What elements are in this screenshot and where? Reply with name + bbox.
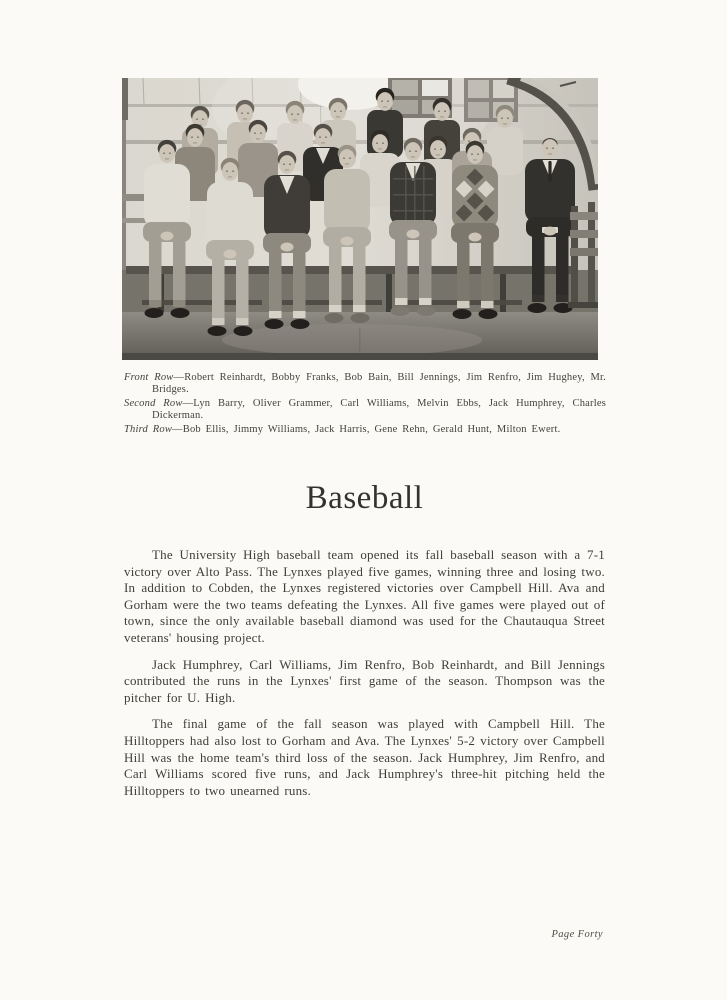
article-paragraph: The University High baseball team opened its fall baseball season with a 7-1 victory over Alto Pass. The Lynxes played five games, winning three and losing two. In addition to Cobden, the Lynxes registered victories over Campbell Hill. Ava and Gorham were the two teams defeating the Lynxes. All five games were played out of town, since the only available baseball diamond was used for the Chautauqua Street veterans' housing project. [124, 547, 605, 645]
caption-front-row [124, 372, 606, 395]
caption-row-names: —Robert Reinhardt, Bobby Franks, Bob Bain, Bill Jennings, Jim Renfro, Jim Hughey, Mr. Bridges. [152, 372, 606, 395]
caption-third-row [124, 424, 606, 436]
article-paragraph: The final game of the fall season was played with Campbell Hill. The Hilltoppers had also lost to Gorham and Ava. The Lynxes' 5-2 victory over Campbell Hill was the home team's third loss of the season. Jack Humphrey, Jim Renfro, and Carl Williams scored five runs, and Jack Humphrey's three-hit pitching held the Hilltoppers to two unearned runs. [124, 716, 605, 798]
caption-row-label: Front Row [124, 372, 174, 383]
caption-row-names: —Bob Ellis, Jimmy Williams, Jack Harris, Gene Rehn, Gerald Hunt, Milton Ewert. [172, 424, 561, 436]
page-title: Baseball [305, 480, 424, 516]
caption-row-names: —Lyn Barry, Oliver Grammer, Carl Williams, Melvin Ebbs, Jack Humphrey, Charles Dickerman. [152, 398, 606, 421]
article-paragraph: Jack Humphrey, Carl Williams, Jim Renfro, Bob Reinhardt, and Bill Jennings contributed the runs in the Lynxes' first game of the season. Thompson was the pitcher for U. High. [124, 656, 605, 705]
photo-caption [124, 372, 606, 439]
page-number: Page Forty [551, 929, 603, 940]
caption-second-row [124, 398, 606, 421]
team-photo [122, 78, 598, 360]
caption-row-label: Second Row [124, 398, 183, 410]
team-photo-illustration [122, 78, 598, 360]
article-body [124, 547, 605, 809]
caption-row-label: Third Row [124, 424, 173, 436]
